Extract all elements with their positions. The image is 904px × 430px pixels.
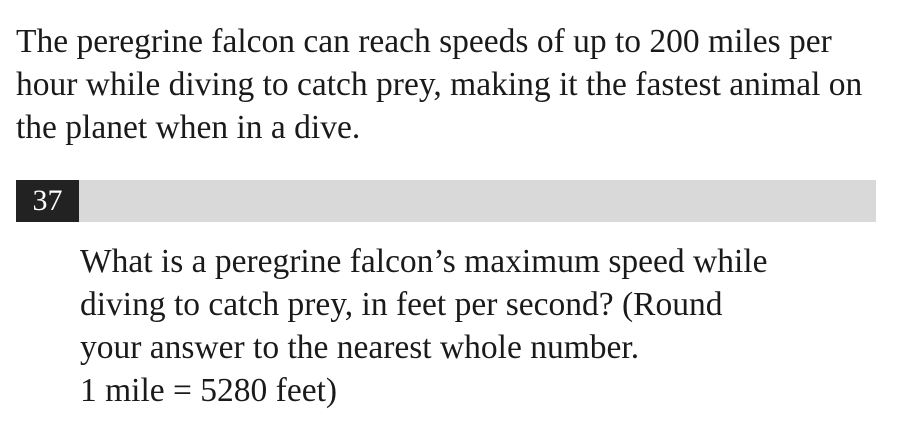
passage-text: The peregrine falcon can reach speeds of up to 200 miles per hour while diving to catch prey, making it the fastest animal on the planet when in a dive.	[16, 23, 863, 146]
question-text	[80, 240, 880, 412]
question-line: your answer to the nearest whole number.	[80, 329, 640, 366]
question-header-bar	[16, 180, 876, 222]
question-line: 1 mile = 5280 feet)	[80, 372, 338, 409]
question-line: diving to catch prey, in feet per second? (Round	[80, 286, 723, 323]
question-number: 37	[16, 180, 79, 222]
question-line: What is a peregrine falcon’s maximum speed while	[80, 243, 768, 280]
